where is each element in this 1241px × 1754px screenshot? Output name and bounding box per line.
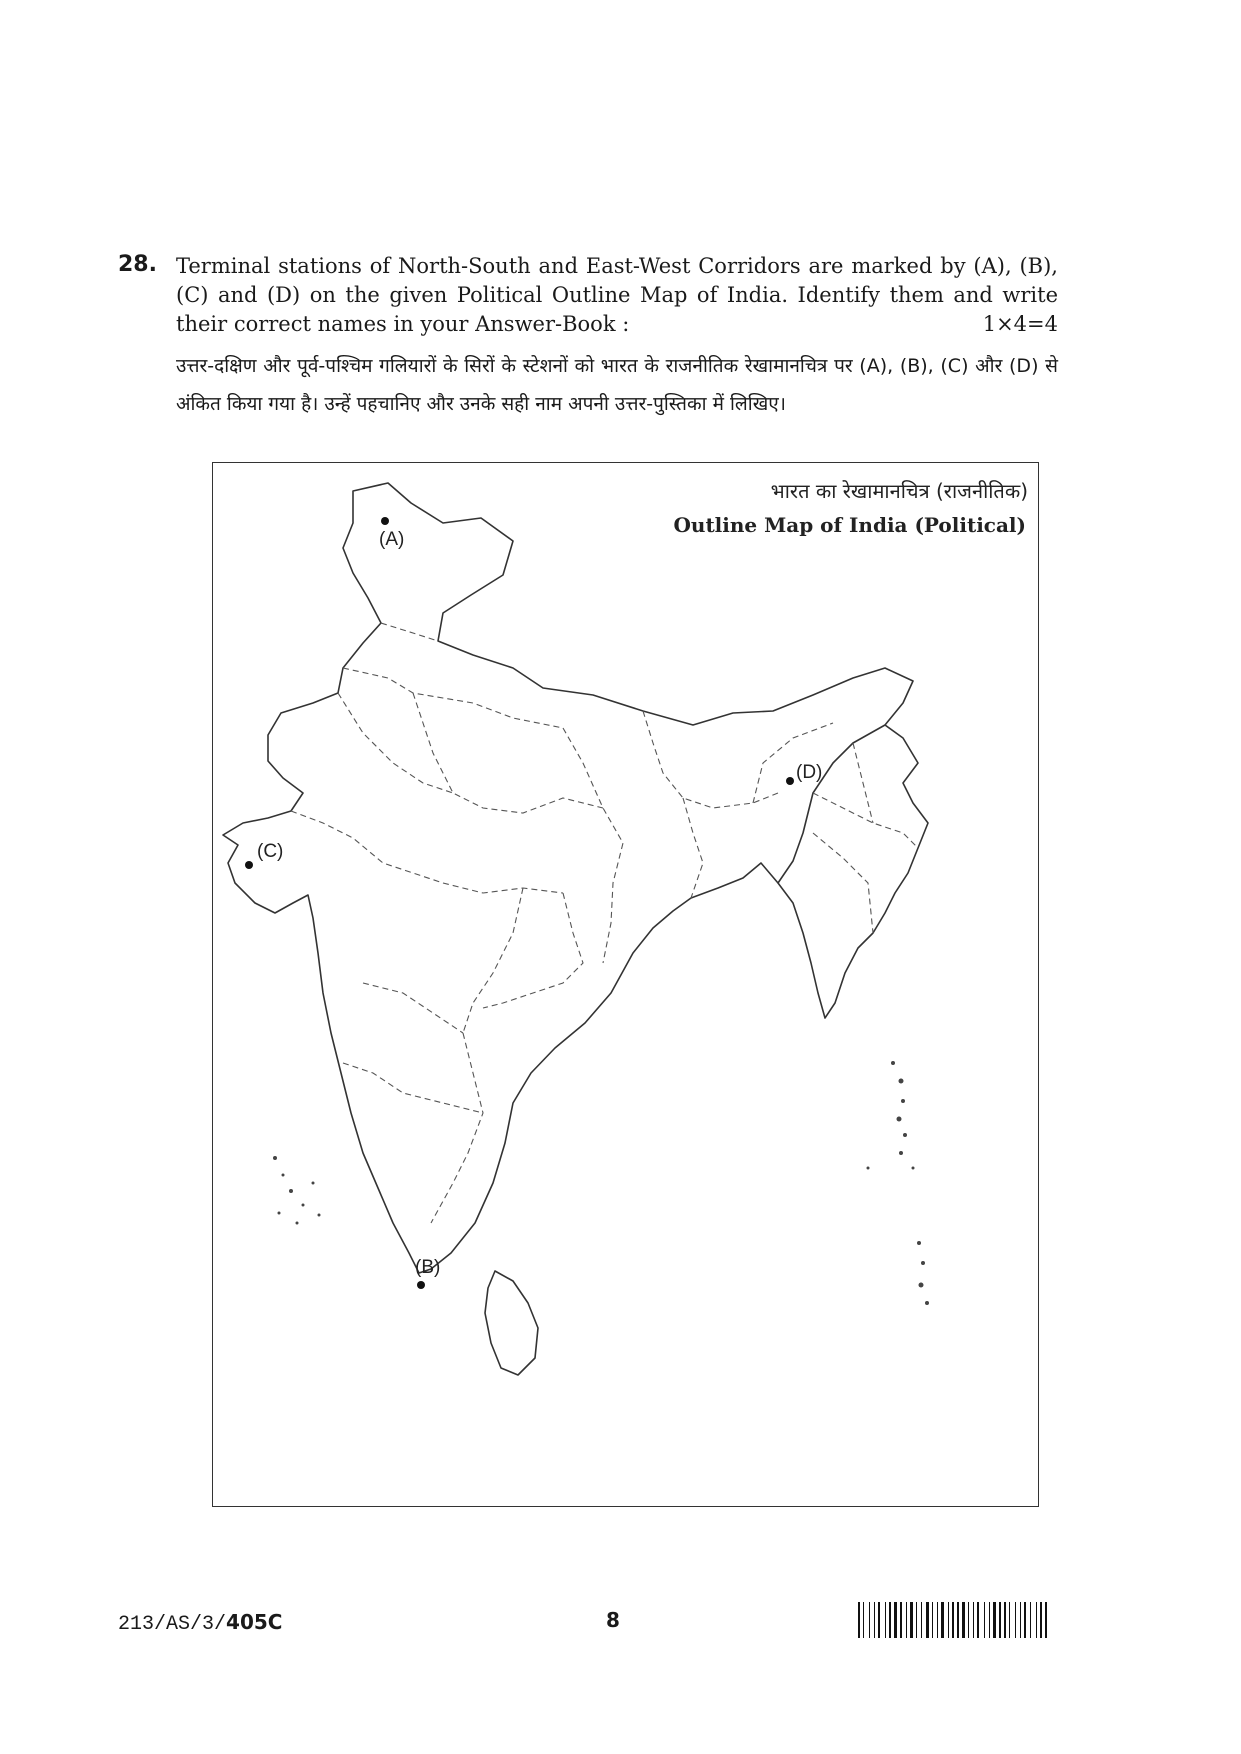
map-title-hindi: भारत का रेखामानचित्र (राजनीतिक) [770, 479, 1028, 503]
marker-b-label: (B) [415, 1257, 441, 1278]
question-28 [118, 252, 1058, 423]
sri-lanka-outline [485, 1271, 538, 1375]
india-outline-map [212, 462, 1039, 1507]
question-text-english [176, 252, 1058, 339]
marker-a-label: (A) [379, 529, 405, 550]
marker-b-dot [417, 1281, 425, 1289]
page-number: 8 [606, 1608, 620, 1632]
marker-a-dot [381, 517, 389, 525]
india-map-drawing [213, 463, 1038, 1506]
india-mainland-outline [223, 483, 913, 1273]
paper-code [118, 1610, 282, 1636]
marker-c-label: (C) [257, 841, 284, 862]
paper-code-prefix: 213/AS/3/ [118, 1613, 227, 1636]
marker-d-dot [786, 777, 794, 785]
paper-code-bold: 405C [226, 1610, 283, 1634]
question-number: 28. [118, 252, 157, 277]
marks-allocation: 1×4=4 [982, 312, 1058, 336]
map-markers [245, 517, 822, 1289]
marker-d-label: (D) [796, 762, 823, 783]
barcode [858, 1602, 1116, 1638]
islands [273, 1061, 929, 1305]
question-text-hindi: उत्तर-दक्षिण और पूर्व-पश्चिम गलियारों के सिरों के स्टेशनों को भारत के राजनीतिक रेखामानचित्र पर (A), (B), (C) और (D) से अंकित किया गया है। उन्हें पहचानिए और उनके सही नाम अपनी उत्तर-पुस्तिका में लिखिए। [176, 355, 1058, 415]
map-title-english: Outline Map of India (Political) [673, 513, 1026, 537]
question-text-en: Terminal stations of North-South and East-West Corridors are marked by (A), (B), (C) and (D) on the given Political Outline Map of India. Identify them and write their correct names in your Answer-Book : [176, 254, 1058, 336]
marker-c-dot [245, 861, 253, 869]
